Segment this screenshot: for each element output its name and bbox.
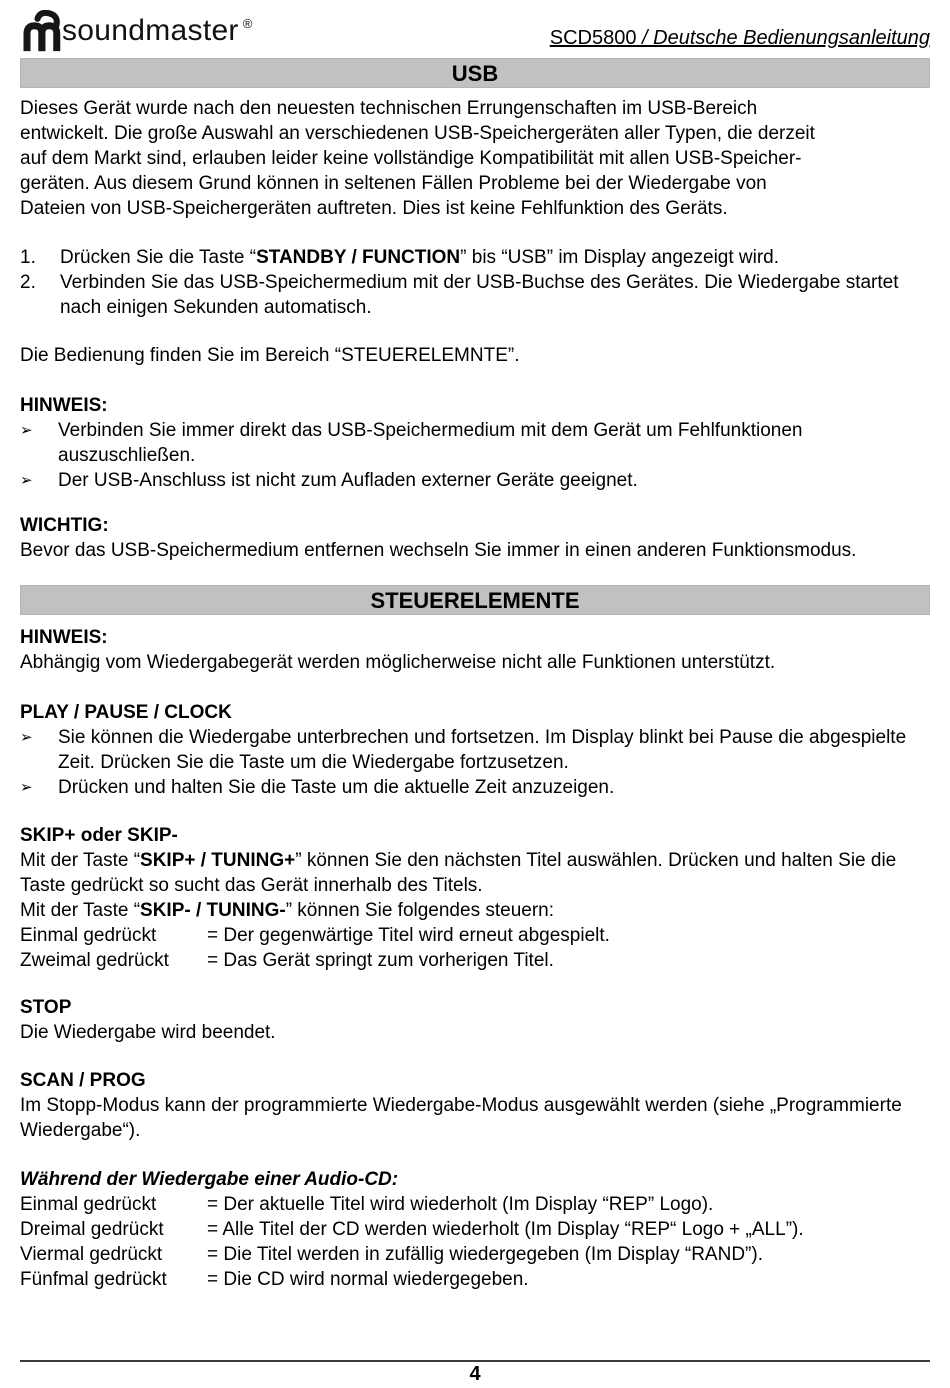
definition-label: Einmal gedrückt [20,925,157,946]
bullet-text: Sie können die Wiedergabe unterbrechen und fortsetzen. Im Display blinkt bei Pause die abgespielte Zeit. Drücken Sie die Taste um die Wiedergabe fortzusetzen. [58,727,907,773]
bullet-text: Verbinden Sie immer direkt das USB-Speichermedium mit dem Gerät um Fehlfunktionen auszuschließen. [58,420,803,466]
page-header [20,0,930,52]
definition-label: Dreimal gedrückt [20,1219,164,1240]
definition-value: = Das Gerät springt zum vorherigen Titel. [207,950,554,971]
definition-row [20,1217,930,1242]
note-bullet [20,725,930,775]
step-text: Verbinden Sie das USB-Speichermedium mit der USB-Buchse des Gerätes. Die Wiedergabe startet nach einigen Sekunden automatisch. [60,272,899,318]
definition-row [20,1267,930,1292]
doc-reference [550,26,930,50]
note-bullet [20,468,930,493]
important-text: Bevor das USB-Speichermedium entfernen wechseln Sie immer in einen anderen Funktionsmodus. [20,540,857,561]
definition-value: = Der aktuelle Titel wird wiederholt (Im Display “REP” Logo). [207,1194,714,1215]
bullet-text: Der USB-Anschluss ist nicht zum Aufladen externer Geräte geeignet. [58,470,638,491]
section-bar-controls [20,585,930,615]
scan-text: Im Stopp-Modus kann der programmierte Wiedergabe-Modus ausgewählt werden (siehe „Programmierte Wiedergabe“). [20,1095,902,1141]
control-heading-play: PLAY / PAUSE / CLOCK [20,702,232,723]
definition-value: = Alle Titel der CD werden wiederholt (Im Display “REP“ Logo + „ALL”). [207,1219,804,1240]
definition-row [20,923,930,948]
paragraph-line: Dieses Gerät wurde nach den neuesten technischen Errungenschaften im USB-Bereich [20,98,758,119]
skip-paragraph: Mit der Taste “SKIP- / TUNING-” können Sie folgendes steuern: [20,900,554,921]
arrowhead-bullet-icon: ➢ [20,472,33,489]
step-number: 2. [20,272,36,293]
definition-label: Viermal gedrückt [20,1244,163,1265]
definition-label: Fünfmal gedrückt [20,1269,167,1290]
definition-label: Zweimal gedrückt [20,950,169,971]
paragraph-line: Dateien von USB-Speichergeräten auftreten. Dies ist keine Fehlfunktion des Geräts. [20,198,728,219]
note-text: Abhängig vom Wiedergabegerät werden möglicherweise nicht alle Funktionen unterstützt. [20,652,776,673]
play-bullet-list [20,725,930,800]
section-title: STEUERELEMENTE [370,587,580,613]
paragraph-line: auf dem Markt sind, erlauben leider keine vollständige Kompatibilität mit allen USB-Speicher- [20,148,802,169]
usb-steps-list [20,245,930,320]
usb-intro-paragraph [20,96,930,221]
note-bullet [20,418,930,468]
important-label: WICHTIG: [20,515,109,536]
definition-value: = Die Titel werden in zufällig wiedergegeben (Im Display “RAND”). [207,1244,763,1265]
doc-title: / Deutsche Bedienungsanleitung [636,27,930,49]
note-label: HINWEIS: [20,395,108,416]
arrowhead-bullet-icon: ➢ [20,779,33,796]
note-bullet [20,775,930,800]
brand-name: soundmaster [62,14,239,47]
brand-logo [20,10,252,52]
reference-text: Die Bedienung finden Sie im Bereich “STEUERELEMNTE”. [20,345,520,366]
control-heading-scan: SCAN / PROG [20,1070,146,1091]
control-heading-skip: SKIP+ oder SKIP- [20,825,178,846]
note-bullet-list [20,418,930,493]
definition-label: Einmal gedrückt [20,1194,157,1215]
definition-value: = Die CD wird normal wiedergegeben. [207,1269,529,1290]
section-title: USB [451,60,499,86]
skip-paragraph: Mit der Taste “SKIP+ / TUNING+” können Sie den nächsten Titel auswählen. Drücken und halten Sie die Taste gedrückt so sucht das Gerät innerhalb des Titels. [20,850,897,896]
audio-cd-heading: Während der Wiedergabe einer Audio-CD: [20,1169,399,1190]
definition-value: = Der gegenwärtige Titel wird erneut abgespielt. [207,925,610,946]
stop-text: Die Wiedergabe wird beendet. [20,1022,276,1043]
page-footer [20,1360,930,1388]
paragraph-line: geräten. Aus diesem Grund können in seltenen Fällen Probleme bei der Wiedergabe von [20,173,767,194]
doc-model: SCD5800 [549,27,637,49]
definition-row [20,1192,930,1217]
paragraph-line: entwickelt. Die große Auswahl an verschiedenen USB-Speichergeräten aller Typen, die derzeit [20,123,815,144]
definition-row [20,1242,930,1267]
soundmaster-logo-icon [20,10,62,52]
definition-row [20,948,930,973]
arrowhead-bullet-icon: ➢ [20,729,33,746]
note-label: HINWEIS: [20,627,108,648]
control-heading-stop: STOP [20,997,72,1018]
arrowhead-bullet-icon: ➢ [20,422,33,439]
audio-cd-table [20,1192,930,1292]
step-text: Drücken Sie die Taste “STANDBY / FUNCTION” bis “USB” im Display angezeigt wird. [60,247,780,268]
step-number: 1. [20,247,36,268]
page-number: 4 [469,1363,481,1385]
registered-trademark-icon: ® [242,16,253,31]
section-bar-usb [20,58,930,88]
numbered-step [20,270,930,320]
numbered-step [20,245,930,270]
bullet-text: Drücken und halten Sie die Taste um die aktuelle Zeit anzuzeigen. [58,777,615,798]
